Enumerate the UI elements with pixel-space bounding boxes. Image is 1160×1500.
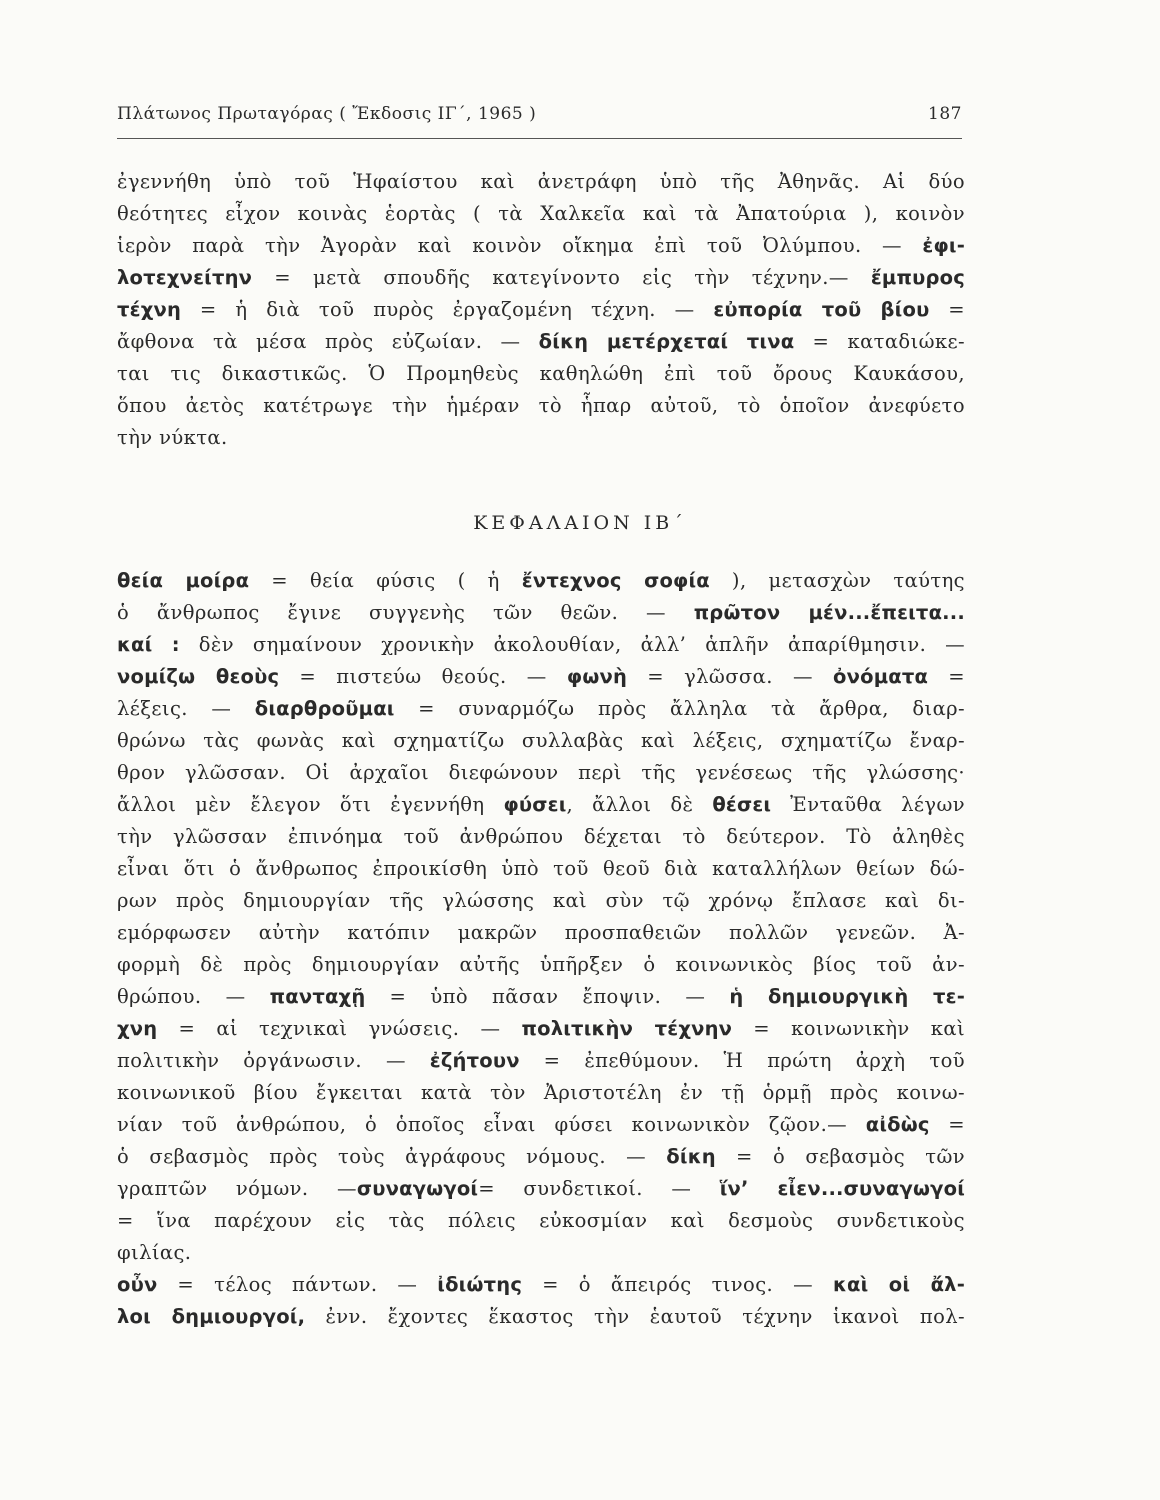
- bold-term: φωνὴ: [566, 665, 628, 688]
- text-run: =: [929, 298, 965, 321]
- text-run: = θεία φύσις ( ἡ: [249, 569, 522, 592]
- bold-term: τέχνη: [117, 298, 182, 321]
- text-run: εμόρφωσεν αὐτὴν κατόπιν μακρῶν προσπαθειῶν πολλῶν γενεῶν. Ἀ-: [117, 921, 965, 944]
- text-run: = τέλος πάντων. —: [157, 1273, 438, 1296]
- text-line: [117, 1269, 965, 1301]
- text-run: ), μετασχὼν ταύτης: [709, 569, 965, 592]
- paragraph-block-2: [117, 565, 965, 1333]
- text-line: [117, 1237, 965, 1269]
- text-line: [117, 1013, 965, 1045]
- bold-term: νομίζω θεοὺς: [117, 665, 280, 688]
- text-run: , ἄλλοι δὲ: [566, 793, 713, 816]
- bold-term: ἐζήτουν: [429, 1049, 520, 1072]
- text-run: = συνδετικοί. —: [478, 1177, 720, 1200]
- text-run: = ὁ σεβασμὸς τῶν: [715, 1145, 965, 1168]
- text-run: φορμὴ δὲ πρὸς δημιουργίαν αὐτῆς ὑπῆρξεν ὁ κοινωνικὸς βίος τοῦ ἀν-: [117, 953, 965, 976]
- text-line: [117, 326, 965, 358]
- bold-term: θεία μοίρα: [117, 569, 250, 592]
- text-line: [117, 422, 965, 454]
- text-line: [117, 693, 965, 725]
- text-run: = καταδιώκε-: [794, 330, 965, 353]
- bold-term: λοι δημιουργοί,: [117, 1305, 306, 1328]
- bold-term: δίκη: [666, 1145, 716, 1168]
- text-run: ἐγεννήθη ὑπὸ τοῦ Ἡφαίστου καὶ ἀνετράφη ὑπὸ τῆς Ἀθηνᾶς. Αἱ δύο: [117, 170, 965, 193]
- bold-term: λοτεχνείτην: [117, 266, 253, 289]
- text-run: θεότητες εἶχον κοινὰς ἑορτὰς ( τὰ Χαλκεῖα καὶ τὰ Ἀπατούρια ), κοινὸν: [117, 202, 965, 225]
- text-run: τὴν νύκτα.: [117, 426, 228, 449]
- text-line: [117, 1109, 965, 1141]
- text-run: Ἐνταῦθα λέγων: [771, 793, 965, 816]
- bold-term: αἰδὼς: [865, 1113, 930, 1136]
- text-line: [117, 262, 965, 294]
- text-line: [117, 198, 965, 230]
- paragraph-block-1: [117, 166, 965, 454]
- text-run: = ἡ διὰ τοῦ πυρὸς ἐργαζομένη τέχνη. —: [181, 298, 714, 321]
- text-run: = ὑπὸ πᾶσαν ἔποψιν. —: [365, 985, 730, 1008]
- text-run: κοινωνικοῦ βίου ἔγκειται κατὰ τὸν Ἀριστοτέλη ἐν τῇ ὁρμῇ πρὸς κοινω-: [117, 1081, 965, 1104]
- text-line: [117, 725, 965, 757]
- text-run: θρον γλῶσσαν. Οἱ ἀρχαῖοι διεφώνουν περὶ τῆς γενέσεως τῆς γλώσσης·: [117, 761, 965, 784]
- text-run: = ἵνα παρέχουν εἰς τὰς πόλεις εὐκοσμίαν καὶ δεσμοὺς συνδετικοὺς: [117, 1209, 965, 1232]
- bold-term: ἵν’ εἶεν...συναγωγοί: [719, 1177, 965, 1200]
- text-run: νίαν τοῦ ἀνθρώπου, ὁ ὁποῖος εἶναι φύσει κοινωνικὸν ζῷον.—: [117, 1113, 866, 1136]
- bold-term: ἰδιώτης: [437, 1273, 523, 1296]
- text-run: = ὁ ἄπειρός τινος. —: [522, 1273, 833, 1296]
- text-run: ρων πρὸς δημιουργίαν τῆς γλώσσης καὶ σὺν τῷ χρόνῳ ἔπλασε καὶ δι-: [117, 889, 965, 912]
- text-run: = πιστεύω θεούς. —: [279, 665, 567, 688]
- text-run: λέξεις. —: [117, 697, 255, 720]
- text-run: θρώπου. —: [117, 985, 270, 1008]
- bold-term: ἐφι-: [922, 234, 965, 257]
- bold-term: καί :: [117, 633, 180, 656]
- text-run: ἄφθονα τὰ μέσα πρὸς εὐζωίαν. —: [117, 330, 539, 353]
- text-run: φιλίας.: [117, 1241, 192, 1264]
- text-run: = γλῶσσα. —: [627, 665, 834, 688]
- bold-term: πρῶτον μέν...ἔπειτα...: [693, 601, 965, 624]
- text-run: = κοινωνικὴν καὶ: [732, 1017, 965, 1040]
- text-line: [117, 885, 965, 917]
- text-run: δὲν σημαίνουν χρονικὴν ἀκολουθίαν, ἀλλ’ ἁπλῆν ἀπαρίθμησιν. —: [179, 633, 965, 656]
- text-line: [117, 1173, 965, 1205]
- text-line: [117, 821, 965, 853]
- bold-term: χνη: [117, 1017, 158, 1040]
- text-line: [117, 981, 965, 1013]
- bold-term: συναγωγοί: [356, 1177, 479, 1200]
- text-line: [117, 565, 965, 597]
- text-line: [117, 1077, 965, 1109]
- bold-term: διαρθροῦμαι: [254, 697, 395, 720]
- header-rule: [117, 138, 962, 139]
- text-run: ἱερὸν παρὰ τὴν Ἀγορὰν καὶ κοινὸν οἴκημα ἐπὶ τοῦ Ὀλύμπου. —: [117, 234, 923, 257]
- text-line: [117, 597, 965, 629]
- text-run: = μετὰ σπουδῆς κατεγίνοντο εἰς τὴν τέχνην.—: [252, 266, 871, 289]
- chapter-heading: ΚΕΦΑΛΑΙΟΝ ΙΒ΄: [473, 512, 687, 534]
- text-line: [117, 390, 965, 422]
- text-line: [117, 1045, 965, 1077]
- text-run: ἐνν. ἔχοντες ἕκαστος τὴν ἑαυτοῦ τέχνην ἱκανοὶ πολ-: [305, 1305, 965, 1328]
- text-run: = ἐπεθύμουν. Ἡ πρώτη ἀρχὴ τοῦ: [519, 1049, 965, 1072]
- bold-term: εὐπορία τοῦ βίου: [713, 298, 930, 321]
- bold-term: θέσει: [712, 793, 772, 816]
- bold-term: πολιτικὴν τέχνην: [521, 1017, 733, 1040]
- text-run: ὅπου ἀετὸς κατέτρωγε τὴν ἡμέραν τὸ ἧπαρ αὐτοῦ, τὸ ὁποῖον ἀνεφύετο: [117, 394, 965, 417]
- bold-term: δίκη μετέρχεταί τινα: [538, 330, 795, 353]
- header-title: Πλάτωνος Πρωταγόρας ( Ἔκδοσις ΙΓ΄, 1965 ): [117, 104, 537, 124]
- text-run: θρώνω τὰς φωνὰς καὶ σχηματίζω συλλαβὰς καὶ λέξεις, σχηματίζω ἔναρ-: [117, 729, 965, 752]
- text-run: εἶναι ὅτι ὁ ἄνθρωπος ἐπροικίσθη ὑπὸ τοῦ θεοῦ διὰ καταλλήλων θείων δώ-: [117, 857, 965, 880]
- text-line: [117, 230, 965, 262]
- text-run: γραπτῶν νόμων. —: [117, 1177, 357, 1200]
- page-number: 187: [928, 104, 962, 124]
- bold-term: πανταχῇ: [269, 985, 366, 1008]
- text-line: [117, 789, 965, 821]
- bold-term: καὶ οἱ ἄλ-: [832, 1273, 965, 1296]
- bold-term: οὖν: [117, 1273, 158, 1296]
- text-run: = συναρμόζω πρὸς ἄλληλα τὰ ἄρθρα, διαρ-: [394, 697, 965, 720]
- text-run: = αἱ τεχνικαὶ γνώσεις. —: [157, 1017, 522, 1040]
- text-run: ὁ ἄνθρωπος ἔγινε συγγενὴς τῶν θεῶν. —: [117, 601, 694, 624]
- text-line: [117, 757, 965, 789]
- bold-term: φύσει: [503, 793, 567, 816]
- bold-term: ἔμπυρος: [870, 266, 965, 289]
- text-line: [117, 661, 965, 693]
- text-run: ἄλλοι μὲν ἔλεγον ὅτι ἐγεννήθη: [117, 793, 504, 816]
- text-run: ὁ σεβασμὸς πρὸς τοὺς ἀγράφους νόμους. —: [117, 1145, 667, 1168]
- text-run: =: [929, 1113, 965, 1136]
- text-run: πολιτικὴν ὀργάνωσιν. —: [117, 1049, 430, 1072]
- text-run: τὴν γλῶσσαν ἐπινόημα τοῦ ἀνθρώπου δέχεται τὸ δεύτερον. Τὸ ἀληθὲς: [117, 825, 965, 848]
- text-run: ται τις δικαστικῶς. Ὁ Προμηθεὺς καθηλώθη ἐπὶ τοῦ ὄρους Καυκάσου,: [117, 362, 965, 385]
- text-line: [117, 1205, 965, 1237]
- text-line: [117, 949, 965, 981]
- text-line: [117, 294, 965, 326]
- text-line: [117, 917, 965, 949]
- text-line: [117, 629, 965, 661]
- bold-term: ἡ δημιουργικὴ τε-: [729, 985, 965, 1008]
- text-line: [117, 166, 965, 198]
- text-line: [117, 1301, 965, 1333]
- text-line: [117, 853, 965, 885]
- bold-term: ἔντεχνος σοφία: [521, 569, 710, 592]
- text-run: =: [928, 665, 965, 688]
- text-line: [117, 358, 965, 390]
- text-line: [117, 1141, 965, 1173]
- bold-term: ὀνόματα: [833, 665, 929, 688]
